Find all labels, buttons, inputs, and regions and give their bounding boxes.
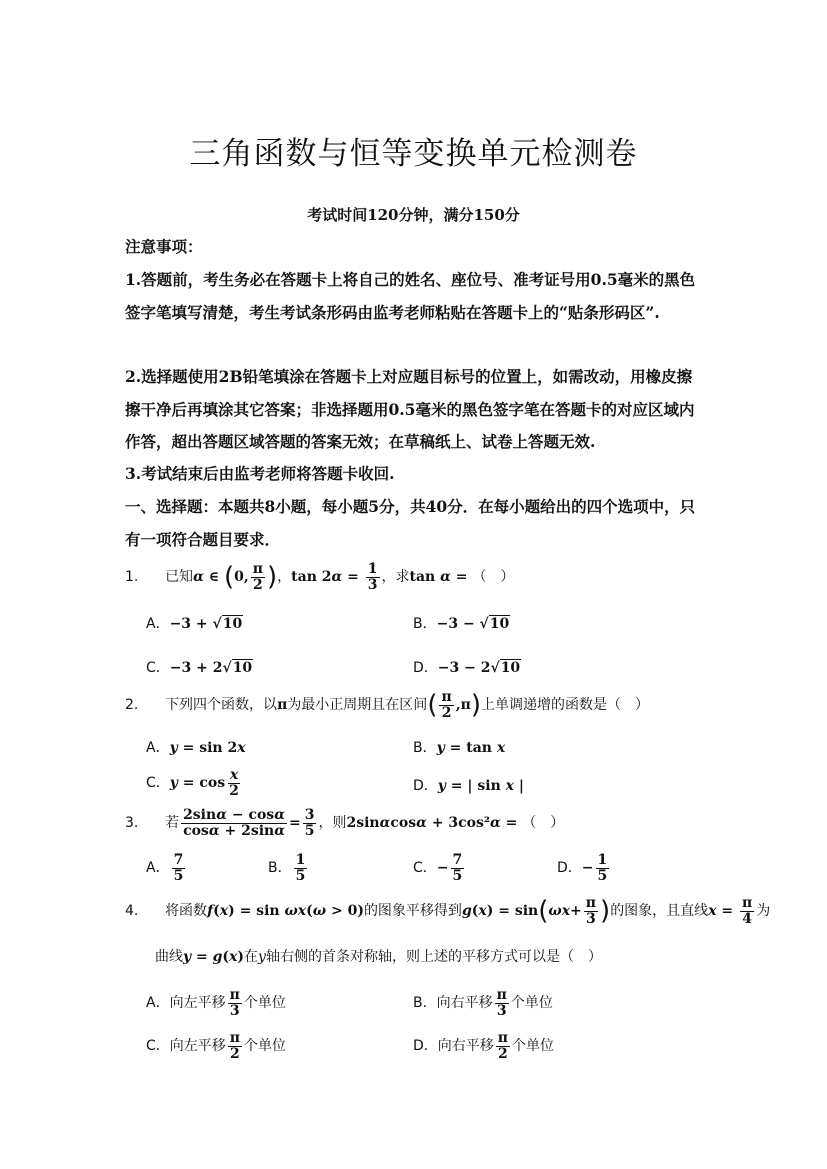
- q1-option-a[interactable]: A．−3 + √10: [146, 616, 243, 632]
- q2-option-c[interactable]: C．y = cos $\frac{x}{2}$: [146, 767, 239, 799]
- q2-number: 2.: [125, 697, 139, 714]
- note-2: 2.选择题使用2B铅笔填涂在答题卡上对应题目标号的位置上，如需改动，用橡皮擦擦干净后再填涂其它答案；非选择题用0.5毫米的黑色签字笔在答题卡的对应区域内作答，超出答题区域答题的答案无效；在草稿纸上、试卷上答题无效.: [125, 367, 695, 451]
- q2-option-a[interactable]: A．y = sin 2x: [146, 740, 246, 756]
- option-label: A．: [146, 616, 170, 632]
- option-label: B．: [268, 860, 292, 877]
- q3-option-a[interactable]: A． $\frac{7}{5}$: [146, 852, 184, 884]
- note-1: 1.答题前，考生务必在答题卡上将自己的姓名、座位号、准考证号用0.5毫米的黑色签字笔填写清楚，考生考试条形码由监考老师粘贴在答题卡上的“贴条形码区”.: [125, 270, 696, 322]
- q4-number: 4.: [125, 903, 139, 920]
- document-title: 三角函数与恒等变换单元检测卷: [189, 136, 638, 172]
- q4-option-b[interactable]: B．向右平移 $\frac{\pi}{3}$ 个单位: [413, 987, 553, 1019]
- option-label: D．: [413, 778, 438, 794]
- q4-option-d[interactable]: D．向右平移 $\frac{\pi}{2}$ 个单位: [413, 1030, 555, 1062]
- q1-option-d[interactable]: D．−3 − 2√10: [413, 660, 521, 676]
- option-label: C．: [146, 775, 170, 792]
- q3-option-c[interactable]: C．− $\frac{7}{5}$: [413, 852, 463, 884]
- q2-option-b[interactable]: B．y = tan x: [413, 740, 506, 756]
- option-label: B．: [413, 740, 437, 756]
- question-3: 3. 若 $\frac{2\sin\alpha - \cos\alpha}{\cos\alpha + 2\sin\alpha}$ = $\frac{3}{5}$ ，则2sinαcosα + 3cos²α = （ ）: [125, 807, 565, 839]
- q1-number: 1.: [125, 569, 139, 586]
- notes-heading: 注意事项：: [125, 237, 203, 256]
- q4-text: 的图象，且直线: [610, 903, 709, 920]
- option-label: C．: [413, 860, 437, 877]
- option-label: C．向左平移: [146, 1038, 226, 1055]
- option-label: D．向右平移: [413, 1038, 494, 1055]
- q4-option-c[interactable]: C．向左平移 $\frac{\pi}{2}$ 个单位: [146, 1030, 287, 1062]
- note-3: 3.考试结束后由监考老师将答题卡收回.: [125, 464, 395, 483]
- section-heading: 一、选择题：本题共8小题，每小题5分，共40分．在每小题给出的四个选项中，只有一项符合题目要求．: [125, 497, 696, 549]
- q4-option-a[interactable]: A．向左平移 $\frac{\pi}{3}$ 个单位: [146, 987, 286, 1019]
- q1-option-c[interactable]: C．−3 + 2√10: [146, 660, 253, 676]
- option-unit: 个单位: [512, 1038, 555, 1055]
- q3-text: 若: [165, 815, 180, 832]
- q1-text: ，求: [381, 569, 410, 586]
- q4-text: 为: [756, 903, 771, 920]
- q3-number: 3.: [125, 815, 139, 832]
- question-1: 1. 已知α ∈ (0, $\frac{\pi}{2}$ )，tan 2α = $\frac{1}{3}$ ，求tan α = （ ）: [125, 561, 515, 593]
- q3-option-b[interactable]: B． $\frac{1}{5}$: [268, 852, 306, 884]
- option-label: A．: [146, 740, 170, 756]
- option-label: A．向左平移: [146, 995, 226, 1012]
- q2-text: 上单调递增的函数是（ ）: [481, 697, 649, 714]
- q4-text: 将函数: [165, 903, 208, 920]
- q1-option-b[interactable]: B．−3 − √10: [413, 616, 510, 632]
- q3-text: ，则: [318, 815, 347, 832]
- q4-text: 轴右侧的首条对称轴，则上述的平移方式可以是（ ）: [265, 949, 602, 965]
- q3-text: （ ）: [522, 815, 565, 832]
- question-2: 2. 下列四个函数，以π为最小正周期且在区间( $\frac{\pi}{2}$ ,π)上单调递增的函数是（ ）: [125, 689, 649, 721]
- q2-option-d[interactable]: D．y = | sin x |: [413, 778, 524, 794]
- option-unit: 个单位: [510, 995, 553, 1012]
- option-label: A．: [146, 860, 170, 877]
- option-label: C．: [146, 660, 170, 676]
- q1-text: （ ）: [472, 569, 515, 586]
- q4-text: 的图象平移得到: [363, 903, 462, 920]
- exam-info: 考试时间120分钟，满分150分: [307, 206, 520, 224]
- question-4: 4. 将函数f(x) = sin ωx(ω > 0)的图象平移得到g(x) = sin(ωx+ $\frac{\pi}{3}$ )的图象，且直线x = $\frac{\pi}{4}$ 为: [125, 895, 771, 927]
- q2-text: 下列四个函数，以: [165, 697, 278, 714]
- option-unit: 个单位: [244, 1038, 287, 1055]
- q2-text: 为最小正周期且在区间: [287, 697, 428, 714]
- q1-text: 已知: [165, 569, 194, 586]
- option-unit: 个单位: [243, 995, 286, 1012]
- q4-text: 在: [244, 949, 259, 965]
- q4-text: 曲线: [155, 949, 183, 965]
- q1-text: ，: [277, 569, 292, 586]
- option-label: D．: [557, 860, 582, 877]
- q3-option-d[interactable]: D．− $\frac{1}{5}$: [557, 852, 608, 884]
- option-label: B．: [413, 616, 437, 632]
- option-label: D．: [413, 660, 438, 676]
- question-4-line-2: 曲线y = g(x)在y轴右侧的首条对称轴，则上述的平移方式可以是（ ）: [155, 949, 602, 965]
- q4-y-axis: y: [258, 949, 266, 965]
- option-label: B．向右平移: [413, 995, 493, 1012]
